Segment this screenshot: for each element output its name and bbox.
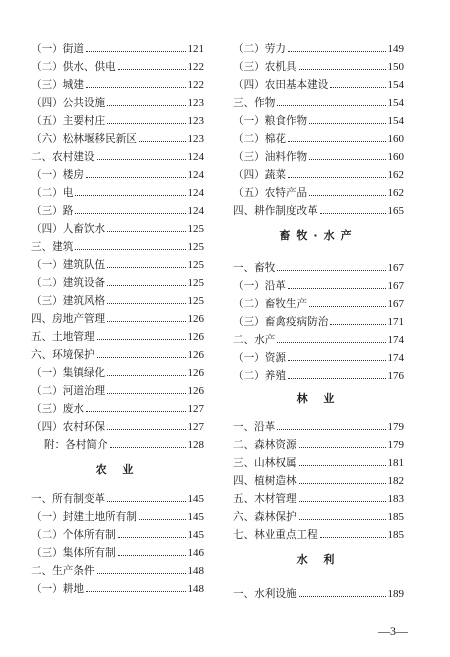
toc-entry-page: 124 — [187, 151, 204, 163]
toc-entry — [233, 346, 404, 364]
toc-entry — [31, 289, 204, 307]
dot-leader — [107, 267, 185, 268]
toc-entry-title: 四、房地产管理 — [31, 313, 106, 325]
toc-entry-page: 183 — [387, 493, 404, 505]
toc-entry — [31, 541, 204, 559]
toc-entry-title: 四、植树造林 — [233, 475, 297, 487]
toc-entry — [31, 577, 204, 595]
dot-leader — [309, 123, 385, 124]
toc-entry-title: （一）耕地 — [31, 583, 84, 595]
toc-entry — [31, 361, 204, 379]
toc-entry-title: 七、林业重点工程 — [233, 529, 318, 541]
dot-leader — [299, 69, 386, 70]
toc-entry-title: （四）公共设施 — [31, 97, 106, 109]
dot-leader — [277, 105, 385, 106]
dot-leader — [86, 411, 186, 412]
toc-entry-page: 123 — [187, 115, 204, 127]
toc-entry-title: 三、作物 — [233, 97, 276, 109]
toc-entry-title: （四）农村环保 — [31, 421, 106, 433]
toc-entry-page: 146 — [187, 547, 204, 559]
toc-entry-title: （四）人畜饮水 — [31, 223, 106, 235]
toc-entry — [31, 433, 204, 451]
toc-entry — [31, 73, 204, 91]
toc-entry — [31, 235, 204, 253]
toc-entry-title: （五）主要村庄 — [31, 115, 106, 127]
toc-entry — [233, 582, 404, 600]
toc-entry-title: （一）资源 — [233, 352, 286, 364]
toc-entry — [233, 109, 404, 127]
toc-entry-title: （二）供水、供电 — [31, 61, 116, 73]
toc-entry — [31, 127, 204, 145]
toc-entry — [31, 109, 204, 127]
dot-leader — [107, 303, 185, 304]
dot-leader — [118, 537, 186, 538]
toc-entry-page: 182 — [387, 475, 404, 487]
page-number: —3— — [378, 624, 408, 638]
toc-entry-title: （三）路 — [31, 205, 74, 217]
toc-entry — [233, 523, 404, 541]
dot-leader — [288, 378, 386, 379]
dot-leader — [75, 213, 185, 214]
toc-entry-page: 122 — [187, 61, 204, 73]
toc-entry — [233, 415, 404, 433]
toc-entry — [31, 253, 204, 271]
toc-entry-title: （四）蔬菜 — [233, 169, 286, 181]
toc-entry — [233, 145, 404, 163]
dot-leader — [107, 321, 185, 322]
toc-entry-page: 125 — [187, 241, 204, 253]
dot-leader — [288, 288, 386, 289]
dot-leader — [288, 51, 386, 52]
dot-leader — [86, 177, 186, 178]
dot-leader — [107, 123, 185, 124]
toc-entry-title: （二）棉花 — [233, 133, 286, 145]
toc-entry-title: 二、农村建设 — [31, 151, 95, 163]
toc-entry-title: （三）油料作物 — [233, 151, 308, 163]
toc-entry — [233, 127, 404, 145]
dot-leader — [299, 596, 386, 597]
dot-leader — [288, 177, 386, 178]
toc-entry — [233, 487, 404, 505]
toc-entry-page: 176 — [387, 370, 404, 382]
toc-entry-title: 二、森林资源 — [233, 439, 297, 451]
toc-entry-page: 162 — [387, 169, 404, 181]
dot-leader — [118, 555, 186, 556]
dot-leader — [277, 342, 385, 343]
toc-entry-page: 126 — [187, 349, 204, 361]
toc-entry-title: 三、山林权属 — [233, 457, 297, 469]
toc-entry — [31, 181, 204, 199]
toc-entry — [31, 55, 204, 73]
toc-entry — [233, 256, 404, 274]
dot-leader — [97, 339, 186, 340]
toc-entry-title: （六）松林堰移民新区 — [31, 133, 137, 145]
toc-entry-page: 125 — [187, 259, 204, 271]
toc-entry-title: 六、环境保护 — [31, 349, 95, 361]
dot-leader — [118, 69, 186, 70]
dot-leader — [86, 51, 186, 52]
toc-entry-title: （一）沿革 — [233, 280, 286, 292]
toc-entry-title: （一）楼房 — [31, 169, 84, 181]
section-heading: 畜牧·水产 — [279, 229, 358, 242]
section-heading: 农 业 — [95, 463, 140, 476]
dot-leader — [75, 195, 185, 196]
toc-entry-title: 六、森林保护 — [233, 511, 297, 523]
toc-entry-page: 124 — [187, 205, 204, 217]
toc-entry-title: （一）粮食作物 — [233, 115, 308, 127]
toc-entry-page: 145 — [187, 511, 204, 523]
toc-entry — [31, 325, 204, 343]
toc-entry-title: （四）农田基本建设 — [233, 79, 329, 91]
dot-leader — [107, 231, 185, 232]
toc-entry — [233, 55, 404, 73]
toc-entry — [233, 469, 404, 487]
dot-leader — [320, 537, 386, 538]
toc-entry — [31, 379, 204, 397]
toc-entry-page: 148 — [187, 583, 204, 595]
toc-entry-page: 127 — [187, 421, 204, 433]
toc-entry — [233, 163, 404, 181]
toc-entry — [31, 217, 204, 235]
toc-entry-page: 126 — [187, 367, 204, 379]
toc-entry — [31, 523, 204, 541]
dot-leader — [107, 429, 185, 430]
toc-entry — [233, 181, 404, 199]
toc-entry — [233, 73, 404, 91]
dot-leader — [309, 159, 385, 160]
toc-entry-page: 124 — [187, 187, 204, 199]
toc-entry-page: 126 — [187, 313, 204, 325]
dot-leader — [139, 519, 186, 520]
toc-entry-title: （一）集镇绿化 — [31, 367, 106, 379]
dot-leader — [288, 141, 386, 142]
toc-entry-page: 125 — [187, 295, 204, 307]
toc-entry-title: （五）农特产品 — [233, 187, 308, 199]
toc-entry-page: 174 — [387, 352, 404, 364]
dot-leader — [107, 393, 185, 394]
dot-leader — [299, 483, 386, 484]
toc-entry-page: 124 — [187, 169, 204, 181]
toc-entry — [233, 505, 404, 523]
toc-entry-title: （三）废水 — [31, 403, 84, 415]
dot-leader — [309, 195, 385, 196]
section-heading: 林 业 — [296, 392, 341, 405]
toc-entry — [31, 163, 204, 181]
toc-entry-title: 二、水产 — [233, 334, 276, 346]
dot-leader — [107, 105, 185, 106]
toc-entry-page: 149 — [387, 43, 404, 55]
toc-entry-title: （三）建筑风格 — [31, 295, 106, 307]
toc-entry-page: 145 — [187, 529, 204, 541]
toc-entry — [31, 199, 204, 217]
toc-entry-title: （二）个体所有制 — [31, 529, 116, 541]
toc-entry-page: 174 — [387, 334, 404, 346]
dot-leader — [330, 324, 385, 325]
dot-leader — [75, 249, 185, 250]
toc-entry-title: 一、畜牧 — [233, 262, 276, 274]
toc-entry-page: 127 — [187, 403, 204, 415]
toc-entry-title: （二）电 — [31, 187, 74, 199]
toc-entry — [233, 292, 404, 310]
toc-entry-page: 150 — [387, 61, 404, 73]
toc-entry-page: 160 — [387, 151, 404, 163]
section-heading: 水 利 — [296, 553, 341, 566]
toc-entry-page: 179 — [387, 439, 404, 451]
toc-entry — [233, 199, 404, 217]
toc-entry-title: （二）养殖 — [233, 370, 286, 382]
toc-entry-page: 154 — [387, 115, 404, 127]
toc-entry-title: 五、土地管理 — [31, 331, 95, 343]
dot-leader — [110, 447, 186, 448]
toc-entry — [233, 310, 404, 328]
toc-entry-page: 154 — [387, 79, 404, 91]
toc-entry-page: 167 — [387, 298, 404, 310]
dot-leader — [107, 375, 185, 376]
dot-leader — [139, 141, 186, 142]
toc-entry-page: 154 — [387, 97, 404, 109]
toc-entry-title: （三）畜禽疫病防治 — [233, 316, 329, 328]
dot-leader — [107, 285, 185, 286]
toc-entry — [233, 433, 404, 451]
toc-entry-page: 126 — [187, 331, 204, 343]
dot-leader — [277, 270, 385, 271]
toc-entry — [31, 397, 204, 415]
dot-leader — [299, 501, 386, 502]
toc-entry-page: 125 — [187, 277, 204, 289]
toc-entry-title: （三）农机具 — [233, 61, 297, 73]
dot-leader — [86, 591, 186, 592]
toc-entry-title: （一）封建土地所有制 — [31, 511, 137, 523]
toc-entry — [31, 343, 204, 361]
toc-entry-page: 160 — [387, 133, 404, 145]
toc-entry-title: （一）建筑队伍 — [31, 259, 106, 271]
toc-entry-page: 167 — [387, 280, 404, 292]
toc-entry-title: 附：各村简介 — [44, 439, 108, 451]
toc-entry-page: 121 — [187, 43, 204, 55]
toc-entry-page: 165 — [387, 205, 404, 217]
dot-leader — [97, 573, 186, 574]
toc-entry-page: 123 — [187, 133, 204, 145]
dot-leader — [309, 306, 385, 307]
dot-leader — [299, 447, 386, 448]
toc-entry-title: 一、所有制变革 — [31, 493, 106, 505]
dot-leader — [288, 360, 386, 361]
toc-entry — [31, 91, 204, 109]
toc-entry-page: 145 — [187, 493, 204, 505]
toc-entry-title: （一）街道 — [31, 43, 84, 55]
toc-entry-page: 181 — [387, 457, 404, 469]
toc-entry-title: 一、沿革 — [233, 421, 276, 433]
toc-entry-title: 一、水利设施 — [233, 588, 297, 600]
toc-entry-title: 四、耕作制度改革 — [233, 205, 318, 217]
dot-leader — [107, 501, 185, 502]
toc-entry — [31, 415, 204, 433]
toc-entry-page: 162 — [387, 187, 404, 199]
dot-leader — [277, 429, 385, 430]
toc-entry — [233, 451, 404, 469]
toc-entry-title: 五、木材管理 — [233, 493, 297, 505]
toc-entry-page: 167 — [387, 262, 404, 274]
dot-leader — [299, 465, 386, 466]
toc-entry-title: （三）集体所有制 — [31, 547, 116, 559]
toc-entry — [233, 37, 404, 55]
toc-entry-title: （二）建筑设备 — [31, 277, 106, 289]
toc-entry-page: 122 — [187, 79, 204, 91]
toc-entry-title: （二）劳力 — [233, 43, 286, 55]
toc-entry-title: （二）河道治理 — [31, 385, 106, 397]
toc-entry — [31, 37, 204, 55]
toc-entry — [31, 487, 204, 505]
toc-entry — [233, 364, 404, 382]
toc-entry — [31, 271, 204, 289]
toc-entry-title: （三）城建 — [31, 79, 84, 91]
toc-entry-title: （二）畜牧生产 — [233, 298, 308, 310]
toc-entry-page: 128 — [187, 439, 204, 451]
dot-leader — [86, 87, 186, 88]
dot-leader — [330, 87, 385, 88]
toc-entry — [233, 274, 404, 292]
toc-entry-page: 185 — [387, 511, 404, 523]
toc-entry — [233, 91, 404, 109]
dot-leader — [320, 213, 386, 214]
toc-entry-page: 185 — [387, 529, 404, 541]
toc-entry-page: 125 — [187, 223, 204, 235]
toc-entry-page: 179 — [387, 421, 404, 433]
toc-entry-title: 三、建筑 — [31, 241, 74, 253]
dot-leader — [97, 357, 186, 358]
toc-entry — [31, 559, 204, 577]
toc-entry-page: 171 — [387, 316, 404, 328]
toc-entry — [31, 307, 204, 325]
toc-entry-page: 148 — [187, 565, 204, 577]
dot-leader — [299, 519, 386, 520]
dot-leader — [97, 159, 186, 160]
toc-entry — [31, 145, 204, 163]
toc-entry — [31, 505, 204, 523]
toc-entry — [233, 328, 404, 346]
toc-entry-page: 123 — [187, 97, 204, 109]
toc-entry-page: 126 — [187, 385, 204, 397]
toc-entry-title: 二、生产条件 — [31, 565, 95, 577]
toc-entry-page: 189 — [387, 588, 404, 600]
